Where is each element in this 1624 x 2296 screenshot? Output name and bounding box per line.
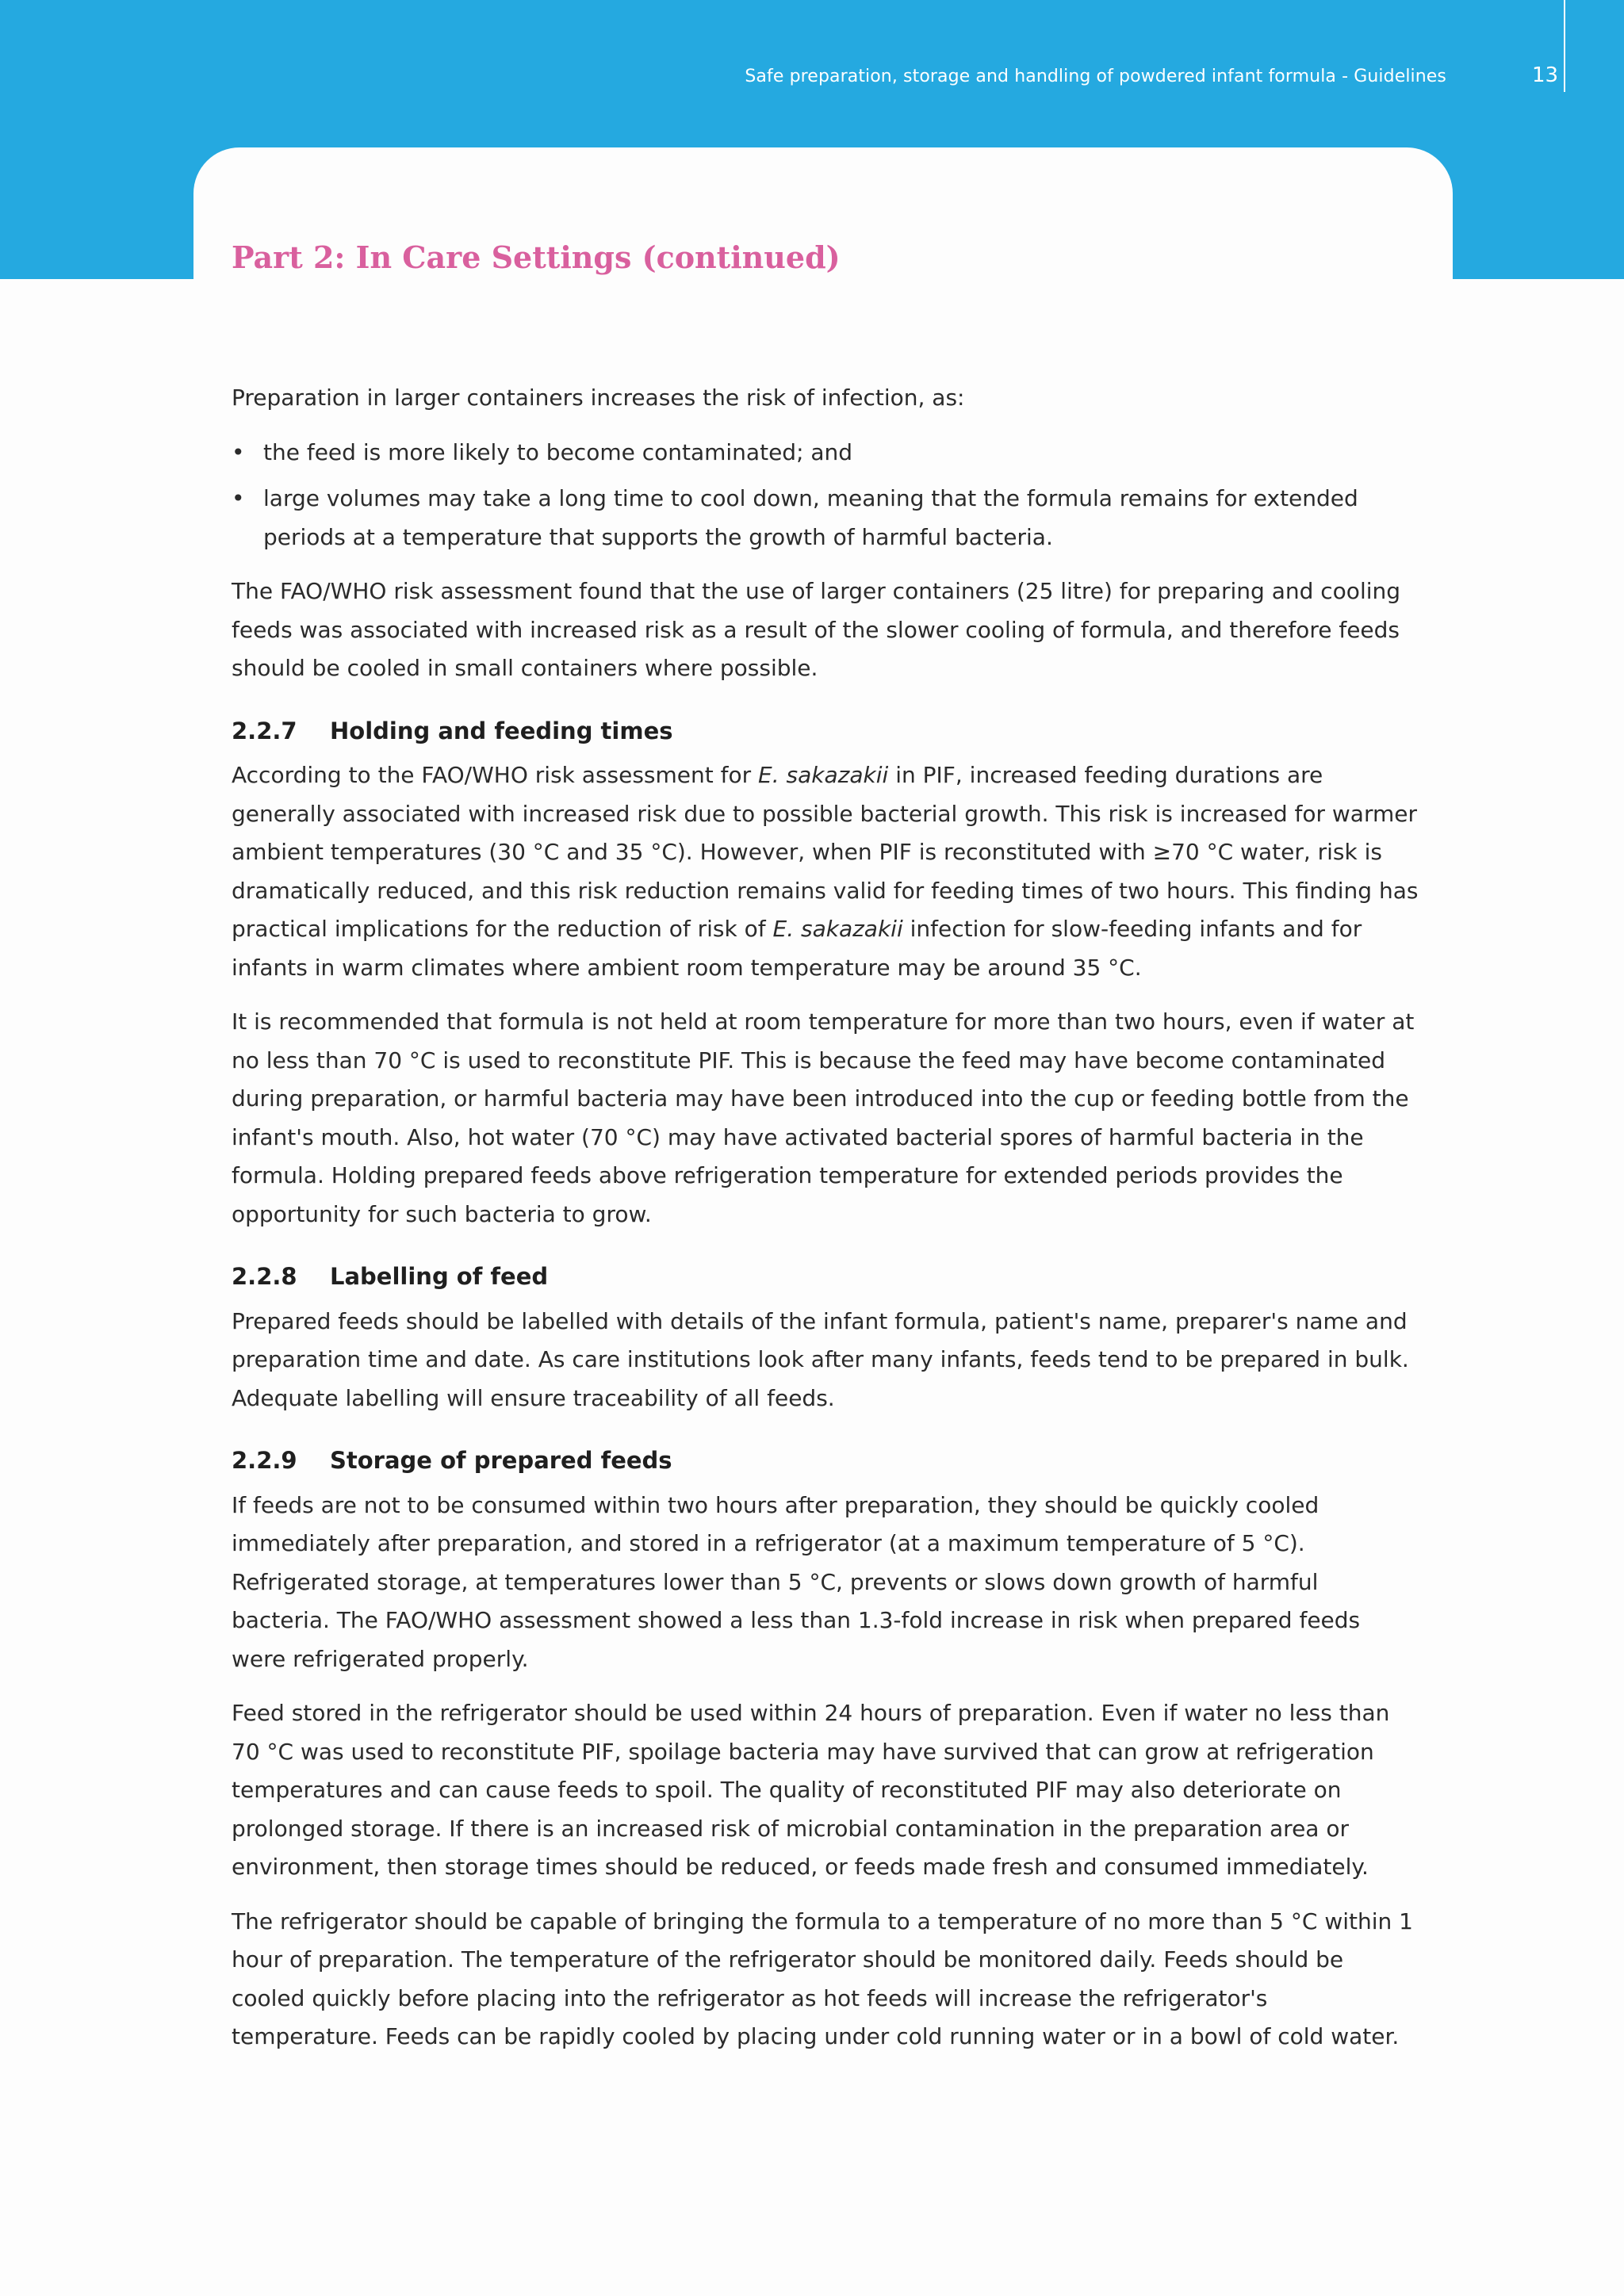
paragraph-holding-risk	[232, 756, 1421, 987]
body-text	[232, 379, 1421, 2072]
section-number: 2.2.9	[232, 1447, 297, 1474]
paragraph-storage-duration: Feed stored in the refrigerator should be used within 24 hours of preparation. Even if water no less than 70 °C was used to reconstitute PIF, spoilage bacteria may have survived that can grow at refrigeration temperatures and can cause feeds to spoil. The quality of reconstituted PIF may also deteriorate on prolonged storage. If there is an increased risk of microbial contamination in the preparation area or environment, then storage times should be reduced, or feeds made fresh and consumed immediately.	[232, 1700, 1390, 1880]
list-item	[232, 480, 1421, 557]
section-heading-2-2-7	[232, 712, 1421, 751]
list-item-text: large volumes may take a long time to cool down, meaning that the formula remains for extended periods at a temperature that supports the growth of harmful bacteria.	[263, 485, 1358, 550]
intro-bullet-list	[232, 434, 1421, 557]
section-title: Holding and feeding times	[330, 717, 673, 744]
paragraph-holding-recommendation: It is recommended that formula is not held at room temperature for more than two hours, even if water at no less than 70 °C is used to reconstitute PIF. This is because the feed may have become contaminated during preparation, or harmful bacteria may have been introduced into the cup or feeding bottle from the infant's mouth. Also, hot water (70 °C) may have activated bacterial spores of harmful bacteria in the formula. Holding prepared feeds above refrigeration temperature for extended periods provides the opportunity for such bacteria to grow.	[232, 1008, 1415, 1227]
paragraph-refrigerator-capability: The refrigerator should be capable of bringing the formula to a temperature of no more than 5 °C within 1 hour of preparation. The temperature of the refrigerator should be monitored daily. Feeds should be cooled quickly before placing into the refrigerator as hot feeds will increase the refrigerator's temperature. Feeds can be rapidly cooled by placing under cold running water or in a bowl of cold water.	[232, 1908, 1413, 2049]
species-name: E. sakazakii	[772, 916, 903, 942]
intro-lead: Preparation in larger containers increases the risk of infection, as:	[232, 385, 965, 411]
bullet-icon: •	[232, 438, 245, 465]
part-title: Part 2: In Care Settings (continued)	[232, 239, 841, 275]
list-item	[232, 434, 1421, 473]
paragraph-labelling: Prepared feeds should be labelled with details of the infant formula, patient's name, preparer's name and preparation time and date. As care institutions look after many infants, feeds tend to be prepared in bulk. Adequate labelling will ensure traceability of all feeds.	[232, 1307, 1409, 1411]
paragraph-storage-cooling: If feeds are not to be consumed within two hours after preparation, they should be quickly cooled immediately after preparation, and stored in a refrigerator (at a maximum temperature of 5 °C). Refrigerated storage, at temperatures lower than 5 °C, prevents or slows down growth of harmful bacteria. The FAO/WHO assessment showed a less than 1.3-fold increase in risk when prepared feeds were refrigerated properly.	[232, 1491, 1361, 1672]
species-name: E. sakazakii	[758, 762, 889, 788]
section-number: 2.2.7	[232, 717, 297, 744]
section-title: Labelling of feed	[330, 1263, 549, 1290]
page-number-divider	[1564, 0, 1565, 92]
text-run: According to the FAO/WHO risk assessment for	[232, 762, 759, 788]
text-run: in PIF, increased feeding durations are generally associated with increased risk due to possible bacterial growth. This risk is increased for warmer ambient temperatures (30 °C and 35 °C). However, when PIF is reconstituted with ≥70 °C water, risk is dramatically reduced, and this risk reduction remains valid for feeding times of two hours. This finding has practical implications for the reduction of risk of	[232, 762, 1419, 942]
text-run: infection for slow-feeding infants and for infants in warm climates where ambient room temperature may be around 35 °C.	[232, 916, 1362, 981]
list-item-text: the feed is more likely to become contaminated; and	[263, 438, 853, 465]
bullet-icon: •	[232, 485, 245, 511]
section-title: Storage of prepared feeds	[330, 1447, 672, 1474]
page-number: 13	[1532, 63, 1559, 87]
section-number: 2.2.8	[232, 1263, 297, 1290]
intro-paragraph: The FAO/WHO risk assessment found that the use of larger containers (25 litre) for preparing and cooling feeds was associated with increased risk as a result of the slower cooling of formula, and therefore feeds should be cooled in small containers where possible.	[232, 578, 1401, 681]
section-heading-2-2-9	[232, 1441, 1421, 1480]
running-title: Safe preparation, storage and handling of powdered infant formula - Guidelines	[745, 67, 1446, 86]
section-heading-2-2-8	[232, 1257, 1421, 1296]
